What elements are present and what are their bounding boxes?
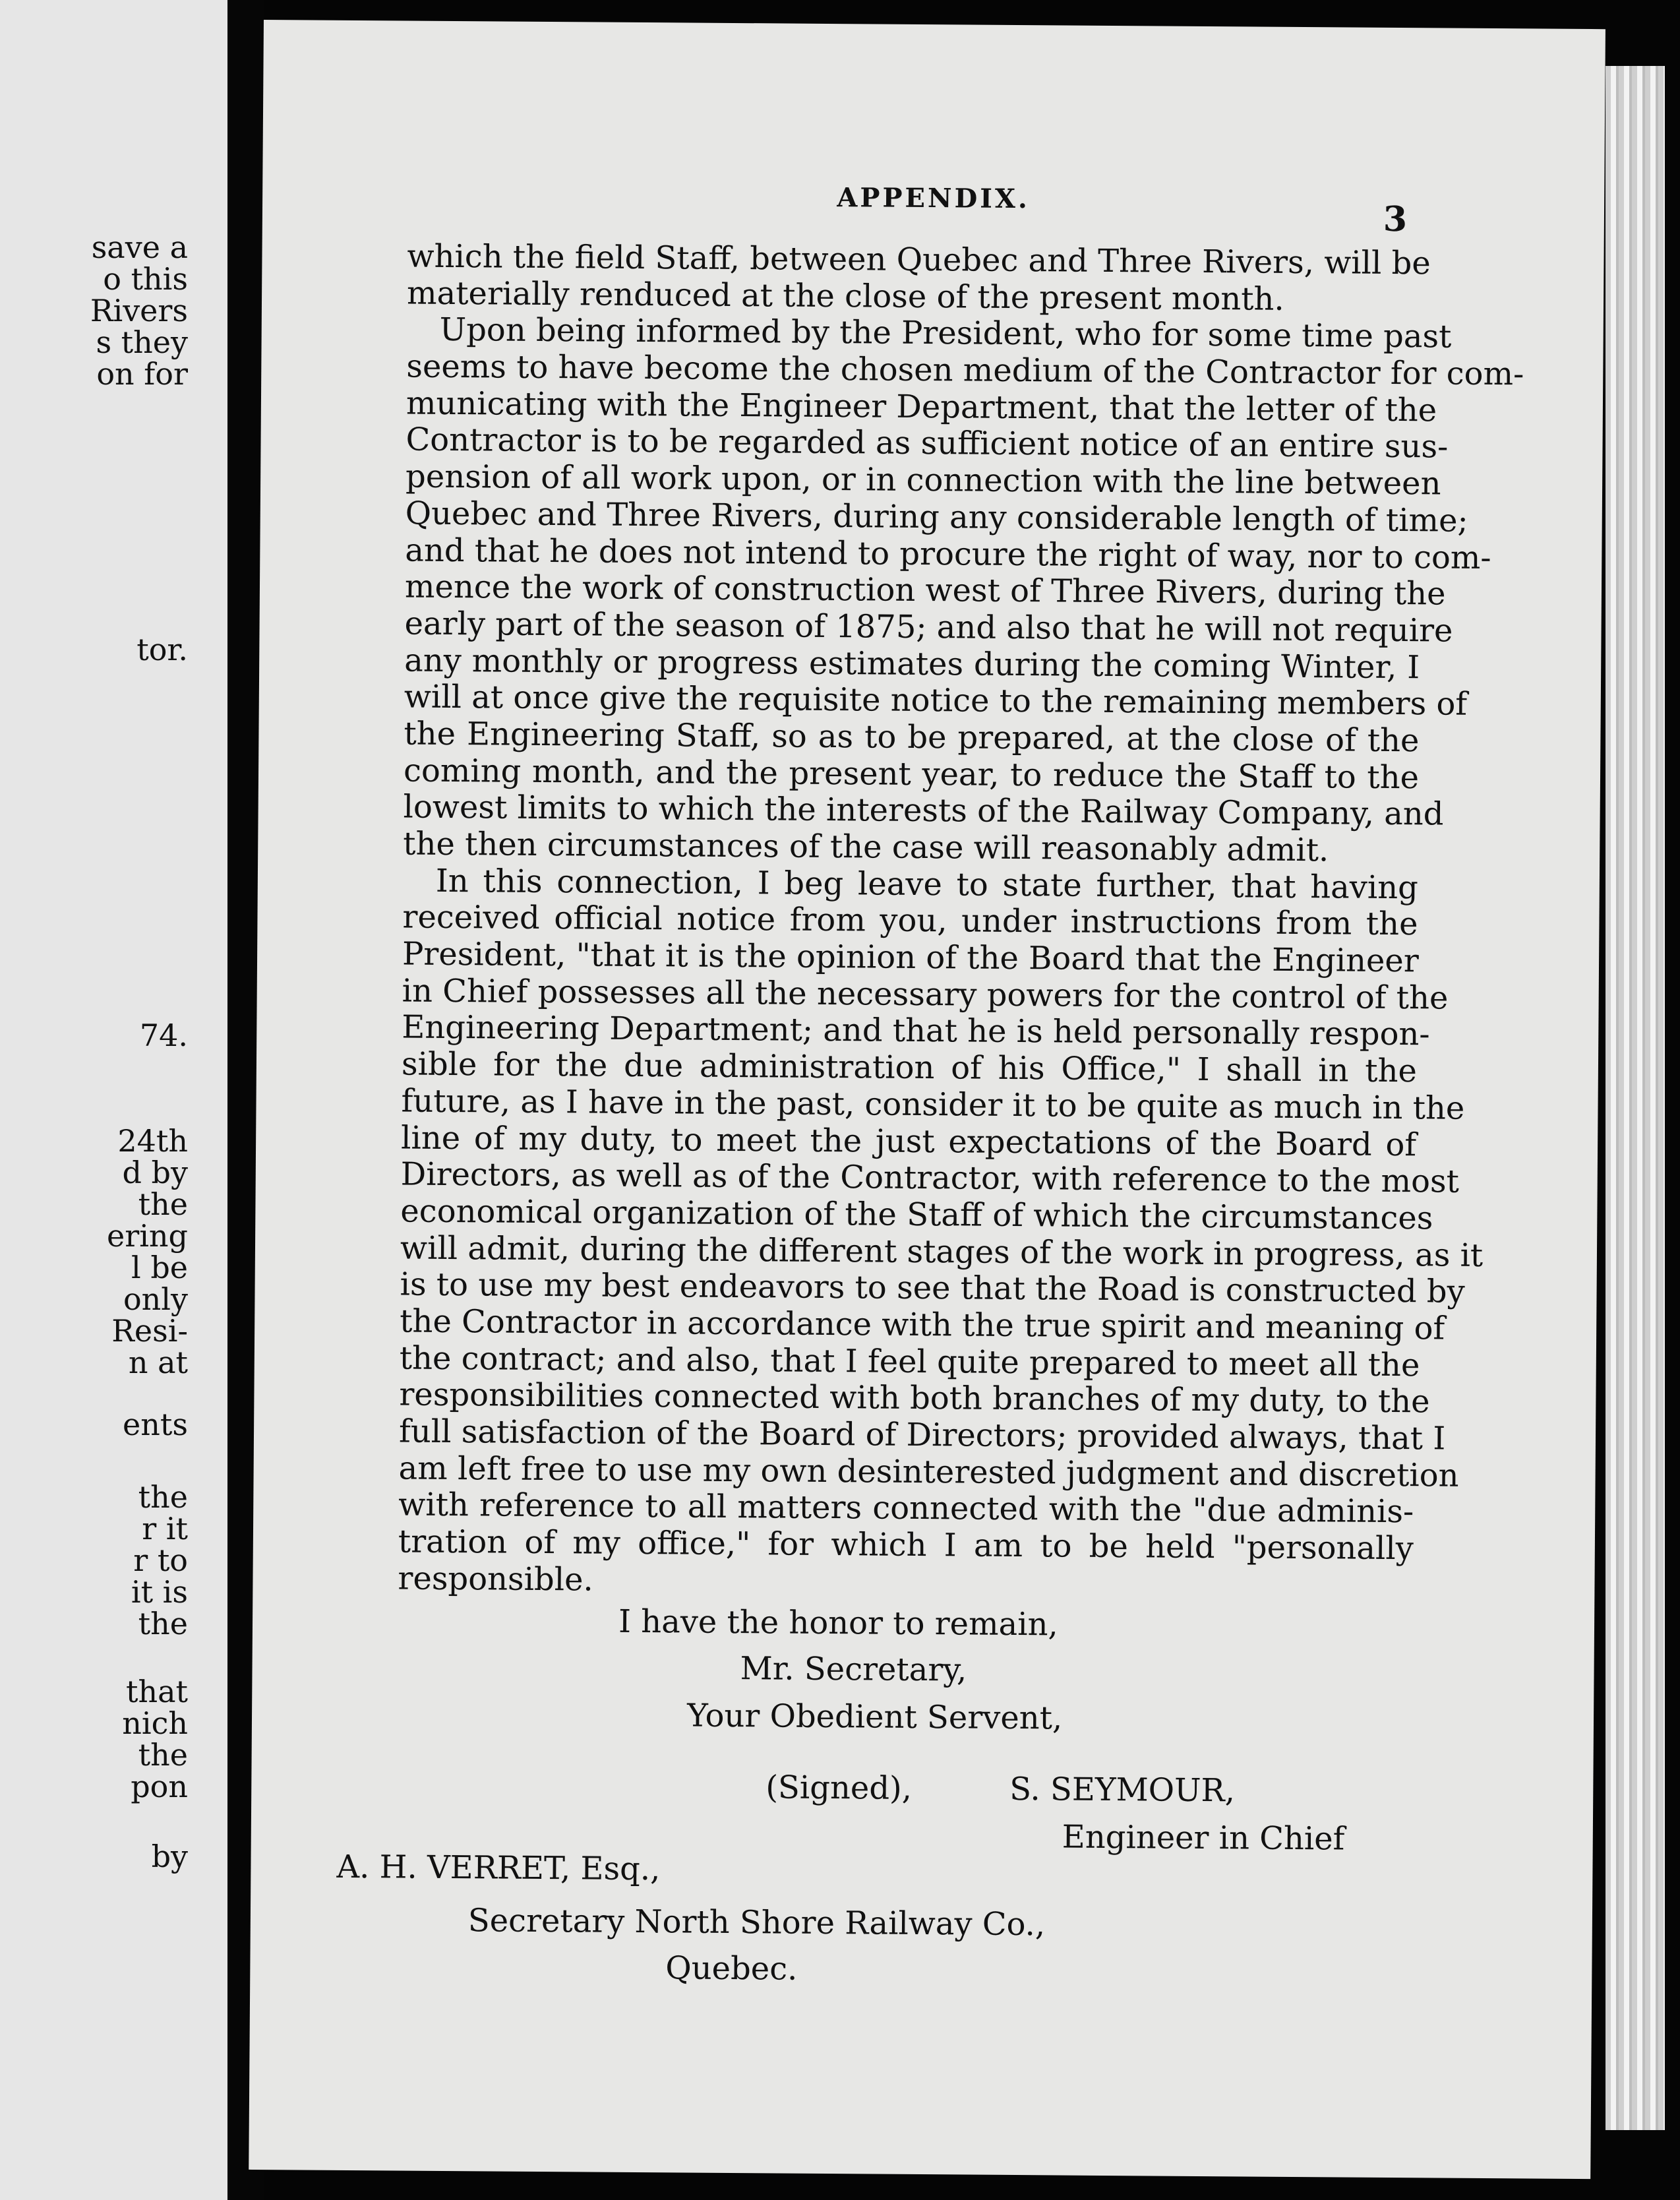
body-line: is to use my best endeavors to see that the Road is constructed by bbox=[400, 1266, 1465, 1311]
signatory-name: S. SEYMOUR, bbox=[1009, 1770, 1236, 1810]
left-page-fragment: Rivers bbox=[90, 293, 188, 328]
left-page-fragment: tor. bbox=[136, 632, 188, 667]
body-line: lowest limits to which the interests of the Railway Company, and bbox=[403, 788, 1444, 833]
body-line: any monthly or progress estimates during the coming Winter, I bbox=[404, 642, 1420, 686]
left-page-fragment: r to bbox=[133, 1543, 188, 1578]
body-line: pension of all work upon, or in connection with the line between bbox=[405, 458, 1441, 503]
closing-line-2: Mr. Secretary, bbox=[740, 1650, 967, 1689]
body-line: Upon being informed by the President, who for some time past bbox=[439, 311, 1452, 355]
left-page-fragment: 24th bbox=[117, 1123, 188, 1159]
addressee-name: A. H. VERRET, Esq., bbox=[336, 1848, 661, 1888]
body-line: mence the work of construction west of Three Rivers, during the bbox=[404, 568, 1446, 613]
left-page-fragment: s they bbox=[96, 324, 188, 360]
closing-line-3: Your Obedient Servent, bbox=[686, 1697, 1063, 1737]
body-line: which the field Staff, between Quebec and Three Rivers, will be bbox=[407, 237, 1431, 282]
body-line: line of my duty, to meet the just expectations of the Board of bbox=[400, 1118, 1417, 1163]
addressee-position: Secretary North Shore Railway Co., bbox=[467, 1902, 1046, 1943]
body-line: the Engineering Staff, so as to be prepared, at the close of the bbox=[404, 715, 1420, 760]
page-edges bbox=[1605, 66, 1665, 2130]
body-line: In this connection, I beg leave to state further, that having bbox=[435, 862, 1419, 906]
body-line: full satisfaction of the Board of Directors; provided always, that I bbox=[398, 1413, 1446, 1457]
left-page-fragment: o this bbox=[103, 261, 188, 297]
addressee-place: Quebec. bbox=[665, 1949, 798, 1988]
body-line: seems to have become the chosen medium of the Contractor for com- bbox=[406, 348, 1524, 393]
left-page bbox=[0, 0, 227, 2200]
left-page-fragment: the bbox=[138, 1737, 188, 1773]
body-line: President, "that it is the opinion of the Board that the Engineer bbox=[402, 935, 1419, 980]
body-line: the then circumstances of the case will reasonably admit. bbox=[403, 825, 1329, 869]
body-line: received official notice from you, under instructions from the bbox=[402, 898, 1418, 943]
body-line: Directors, as well as of the Contractor, with reference to the most bbox=[400, 1155, 1460, 1200]
body-line: future, as I have in the past, consider it to be quite as much in the bbox=[401, 1082, 1465, 1127]
body-line: Quebec and Three Rivers, during any considerable length of time; bbox=[405, 495, 1468, 539]
left-page-fragment: it is bbox=[131, 1574, 188, 1610]
left-page-fragment: pon bbox=[131, 1769, 188, 1804]
left-page-fragment: the bbox=[138, 1606, 188, 1641]
body-line: with reference to all matters connected with the "due adminis- bbox=[398, 1486, 1414, 1531]
left-page-fragment: the bbox=[138, 1479, 188, 1515]
body-line: the Contractor in accordance with the true spirit and meaning of bbox=[400, 1302, 1445, 1347]
signed-label: (Signed), bbox=[765, 1769, 913, 1807]
body-line: and that he does not intend to procure the right of way, nor to com- bbox=[405, 532, 1491, 576]
left-page-fragment: Resi- bbox=[111, 1313, 188, 1349]
left-page-fragment: only bbox=[123, 1281, 188, 1317]
body-line: Engineering Department; and that he is held personally respon- bbox=[402, 1008, 1430, 1053]
left-page-fragment: d by bbox=[122, 1155, 188, 1190]
left-page-fragment: on for bbox=[96, 356, 188, 392]
left-page-fragment: nich bbox=[122, 1705, 188, 1741]
body-text bbox=[398, 237, 1524, 1604]
body-line: coming month, and the present year, to reduce the Staff to the bbox=[403, 752, 1420, 796]
body-line: will admit, during the different stages of the work in progress, as it bbox=[400, 1229, 1484, 1274]
signatory-title: Engineer in Chief bbox=[1062, 1818, 1345, 1858]
body-line: municating with the Engineer Department, that the letter of the bbox=[405, 384, 1437, 429]
left-page-fragment: that bbox=[125, 1674, 188, 1709]
left-page-fragment: l be bbox=[131, 1250, 188, 1285]
left-page-fragment: n at bbox=[128, 1345, 188, 1380]
body-line: responsible. bbox=[398, 1560, 593, 1599]
body-line: the contract; and also, that I feel quite prepared to meet all the bbox=[399, 1339, 1420, 1384]
right-page bbox=[249, 20, 1605, 2179]
closing-line-1: I have the honor to remain, bbox=[618, 1603, 1058, 1643]
body-line: will at once give the requisite notice to the remaining members of bbox=[404, 678, 1468, 723]
left-page-fragment: by bbox=[151, 1839, 188, 1874]
left-page-fragment: save a bbox=[91, 229, 188, 265]
left-page-fragment: ering bbox=[107, 1218, 188, 1254]
left-page-fragment: the bbox=[138, 1186, 188, 1222]
body-line: sible for the due administration of his Office," I shall in the bbox=[401, 1045, 1418, 1090]
body-line: responsibilities connected with both branches of my duty, to the bbox=[399, 1376, 1430, 1421]
body-line: am left free to use my own desinterested judgment and discretion bbox=[398, 1450, 1459, 1494]
left-page-fragment: ents bbox=[123, 1407, 188, 1442]
page-number: 3 bbox=[1383, 199, 1408, 240]
body-line: Contractor is to be regarded as sufficient notice of an entire sus- bbox=[405, 421, 1449, 466]
body-line: tration of my office," for which I am to be held "personally bbox=[398, 1523, 1414, 1568]
body-line: materially renduced at the close of the present month. bbox=[406, 274, 1284, 318]
left-page-fragment: r it bbox=[142, 1511, 188, 1546]
running-header: APPENDIX. bbox=[837, 182, 1031, 215]
body-line: economical organization of the Staff of which the circumstances bbox=[400, 1192, 1433, 1237]
left-page-fragment: 74. bbox=[139, 1018, 188, 1053]
body-line: in Chief possesses all the necessary powers for the control of the bbox=[402, 972, 1449, 1017]
body-line: early part of the season of 1875; and also that he will not require bbox=[404, 605, 1453, 650]
